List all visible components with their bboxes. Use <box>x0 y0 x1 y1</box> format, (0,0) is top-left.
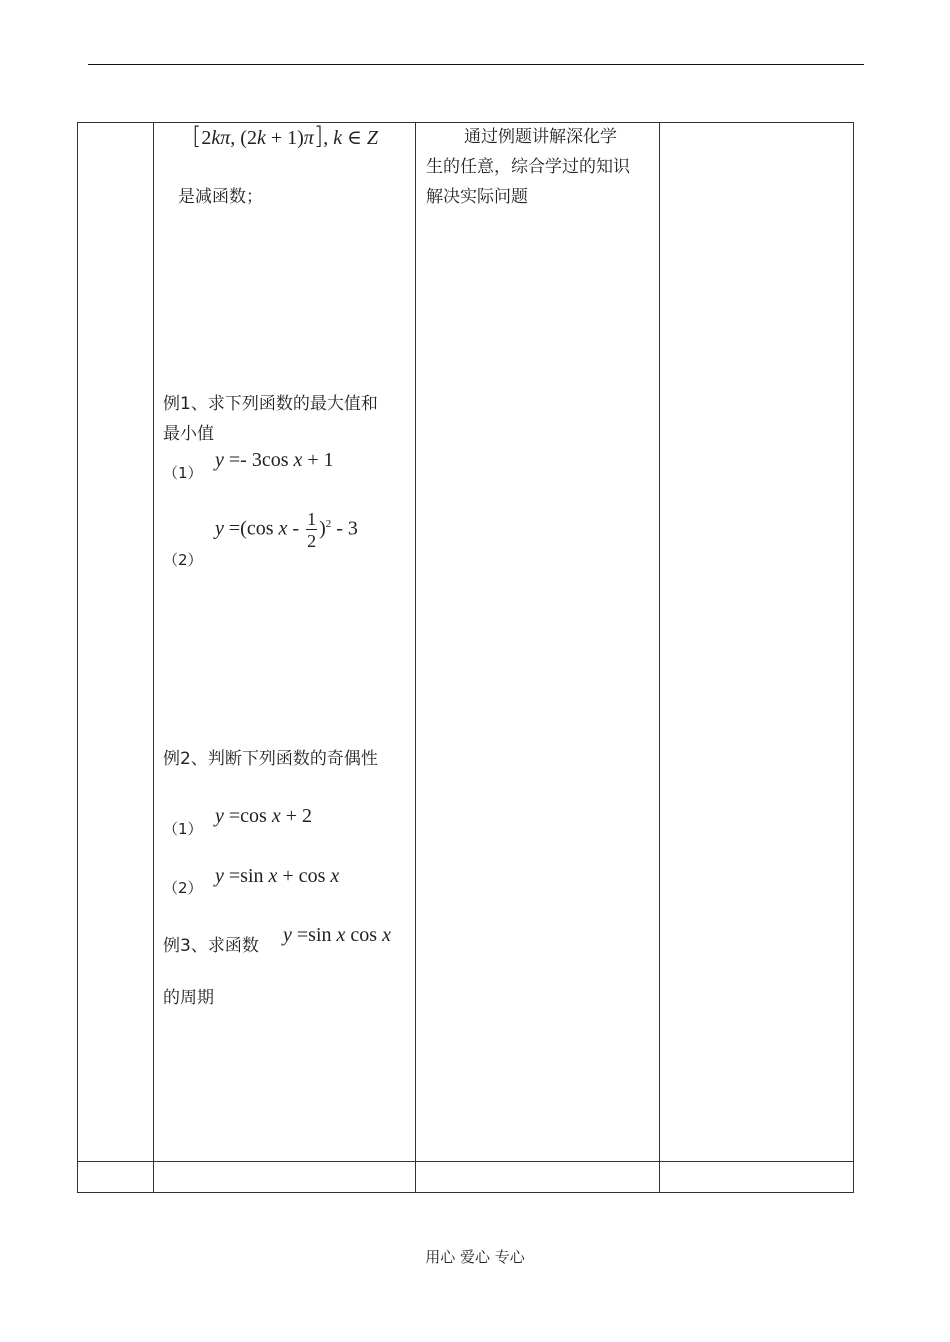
example1-title-cont: 最小值 <box>163 424 214 444</box>
example1-title: 例1、求下列函数的最大值和 <box>163 394 378 414</box>
table-right-border <box>853 122 854 1192</box>
example2-item2-label: （2） <box>163 879 203 897</box>
example2-item1-formula: y =cos x + 2 <box>215 805 313 827</box>
example1-item1-label: （1） <box>163 464 203 482</box>
example1-item2-label: （2） <box>163 551 203 569</box>
decreasing-text: 是减函数； <box>178 187 263 207</box>
table-row-divider <box>77 1161 854 1162</box>
table-col-divider-2 <box>415 122 416 1192</box>
example2-item1-label: （1） <box>163 820 203 838</box>
page-footer: 用心 爱心 专心 <box>425 1248 525 1266</box>
example3-tail: 的周期 <box>163 988 214 1008</box>
purpose-line-2: 生的任意，综合学过的知识 <box>426 157 630 177</box>
example2-item2-formula: y =sin x + cos x <box>215 865 340 887</box>
decreasing-interval: [2kπ, (2k + 1)π], k ∈ Z <box>192 122 379 150</box>
example3-formula: y =sin x cos x <box>283 924 391 946</box>
table-left-border <box>77 122 78 1192</box>
header-rule <box>88 64 864 65</box>
example3-title: 例3、求函数 <box>163 936 259 956</box>
purpose-line-3: 解决实际问题 <box>426 187 528 207</box>
table-col-divider-1 <box>153 122 154 1192</box>
table-col-divider-3 <box>659 122 660 1192</box>
example1-item2-formula: y =(cos x - $\frac{1}{2}$ )$^2$ - 3 <box>215 509 358 551</box>
purpose-line-1: 通过例题讲解深化学 <box>464 127 617 147</box>
example1-item1-formula: y =- 3cos x + 1 <box>215 449 334 471</box>
example2-title: 例2、判断下列函数的奇偶性 <box>163 749 378 769</box>
table-bottom-border <box>77 1192 854 1193</box>
